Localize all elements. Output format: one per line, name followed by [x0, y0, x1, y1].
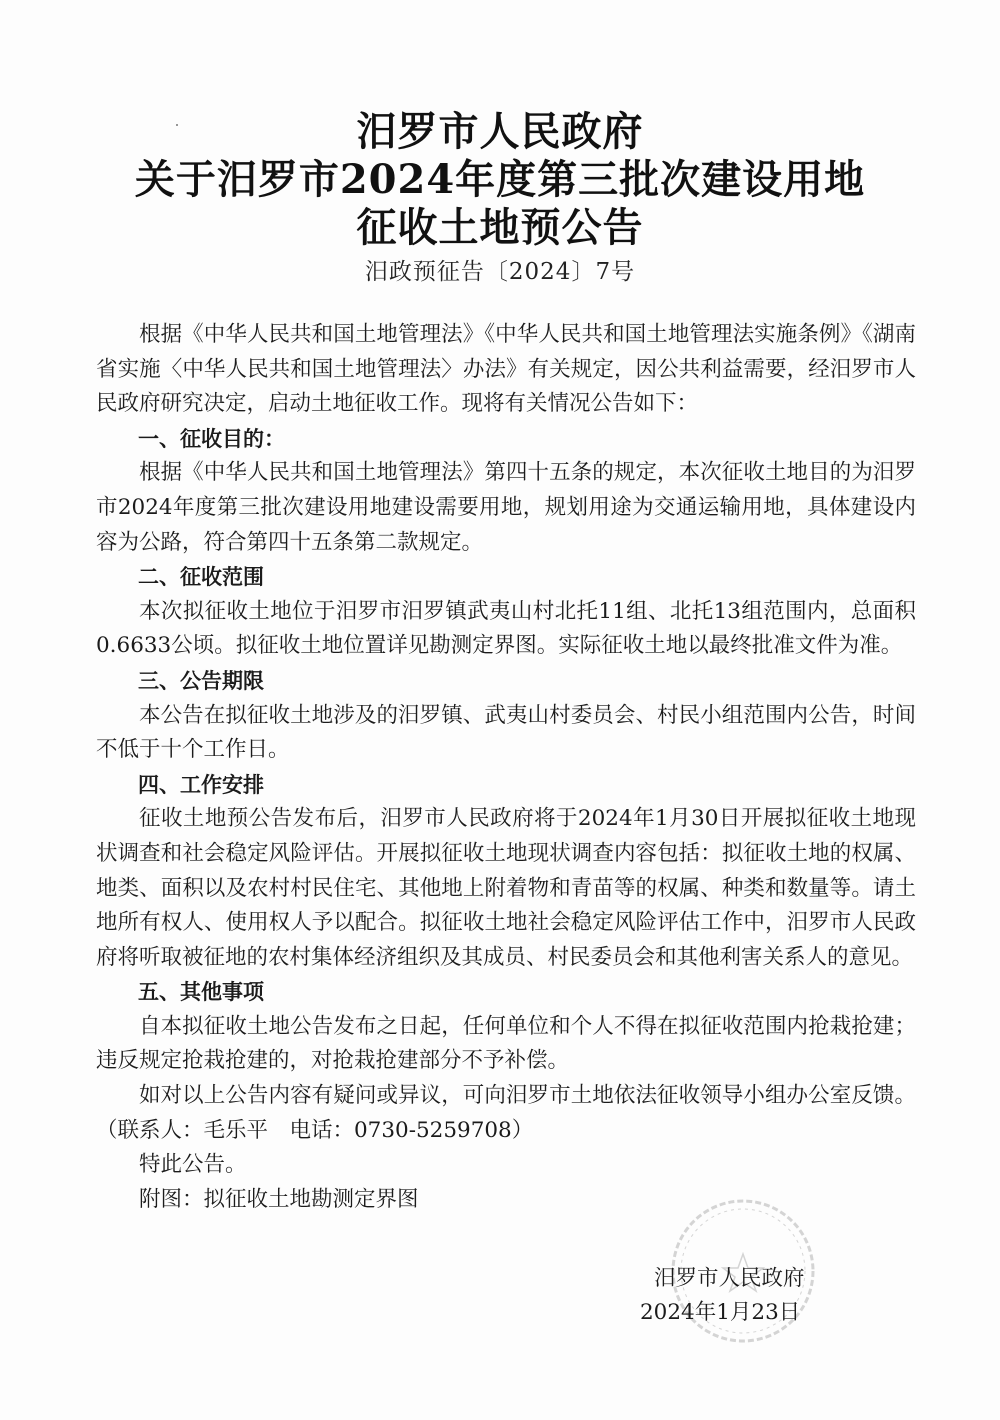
document-body — [96, 318, 916, 1217]
section-5-paragraph-1: 自本拟征收土地公告发布之日起，任何单位和个人不得在拟征收范围内抢栽抢建；违反规定抢栽抢建的，对抢栽抢建部分不予补偿。 — [96, 1013, 916, 1074]
section-4-paragraph: 征收土地预公告发布后，汨罗市人民政府将于2024年1月30日开展拟征收土地现状调查和社会稳定风险评估。开展拟征收土地现状调查内容包括：拟征收土地的权属、地类、面积以及农村村民住宅、其他地上附着物和青苗等的权属、种类和数量等。请土地所有权人、使用权人予以配合。拟征收土地社会稳定风险评估工作中，汨罗市人民政府将听取被征地的农村集体经济组织及其成员、村民委员会和其他利害关系人的意见。 — [96, 806, 916, 970]
section-1-paragraph: 根据《中华人民共和国土地管理法》第四十五条的规定，本次征收土地目的为汨罗市2024年度第三批次建设用地建设需要用地，规划用途为交通运输用地，具体建设内容为公路，符合第四十五条第二款规定。 — [96, 460, 916, 555]
section-3-paragraph: 本公告在拟征收土地涉及的汨罗镇、武夷山村委员会、村民小组范围内公告，时间不低于十个工作日。 — [96, 702, 916, 763]
section-5-heading: 五、其他事项 — [138, 980, 264, 1005]
closing-statement: 特此公告。 — [139, 1152, 247, 1178]
title-line-1: 汨罗市人民政府 — [356, 108, 644, 155]
title-block — [0, 108, 1000, 288]
section-1-heading: 一、征收目的： — [138, 426, 285, 451]
intro-paragraph: 根据《中华人民共和国土地管理法》《中华人民共和国土地管理法实施条例》《湖南省实施〈中华人民共和国土地管理法〉办法》有关规定，因公共利益需要，经汨罗市人民政府研究决定，启动土地征收工作。现将有关情况公告如下： — [96, 322, 916, 417]
signature-block — [640, 1262, 860, 1330]
section-2-heading: 二、征收范围 — [138, 565, 264, 590]
document-number: 汨政预征告〔2024〕7号 — [364, 259, 636, 285]
signature-date: 2024年1月23日 — [640, 1300, 801, 1325]
signature-organization: 汨罗市人民政府 — [654, 1266, 805, 1291]
section-4-heading: 四、工作安排 — [138, 772, 264, 797]
section-2-paragraph: 本次拟征收土地位于汨罗市汨罗镇武夷山村北托11组、北托13组范围内，总面积0.6633公顷。拟征收土地位置详见勘测定界图。实际征收土地以最终批准文件为准。 — [96, 598, 916, 659]
section-3-heading: 三、公告期限 — [138, 668, 264, 693]
title-line-3: 征收土地预公告 — [356, 204, 644, 251]
section-5-paragraph-2: 如对以上公告内容有疑问或异议，可向汨罗市土地依法征收领导小组办公室反馈。（联系人：毛乐平 电话：0730-5259708） — [96, 1083, 916, 1143]
attachment-note: 附图：拟征收土地勘测定界图 — [139, 1186, 419, 1212]
title-line-2: 关于汨罗市2024年度第三批次建设用地 — [134, 156, 866, 203]
